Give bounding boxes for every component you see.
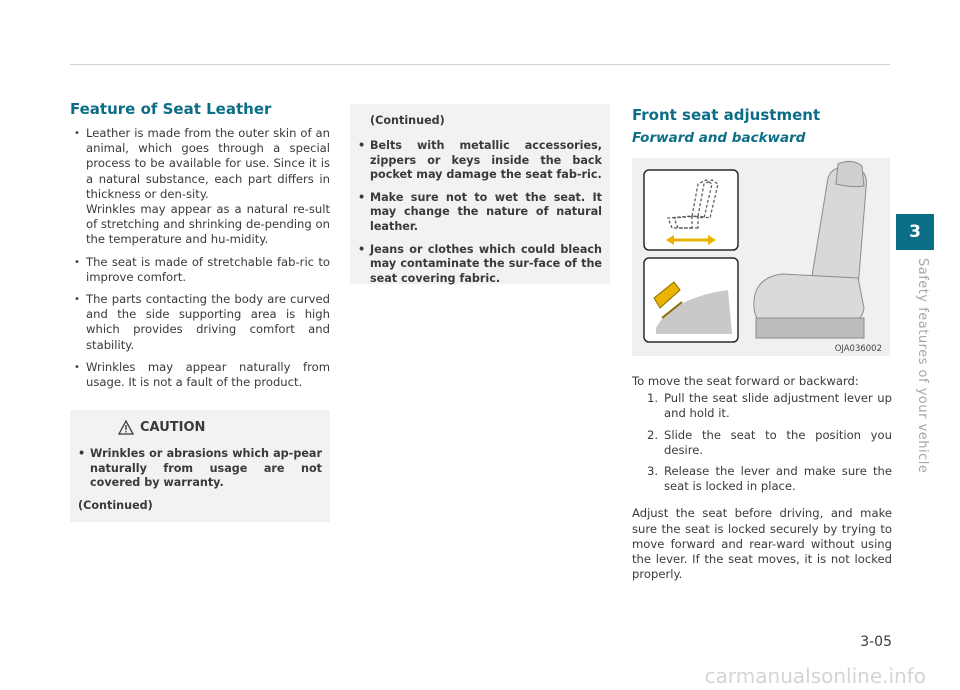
caution-item: • Make sure not to wet the seat. It may change the nature of natural leather. xyxy=(358,191,602,235)
seat-drawing xyxy=(632,158,890,356)
caution-heading: CAUTION xyxy=(118,420,322,435)
caution-item: • Jeans or clothes which could bleach may contaminate the sur-face of the seat covering fabric. xyxy=(358,243,602,287)
page-number: 3-05 xyxy=(860,634,892,650)
watermark: carmanualsonline.info xyxy=(704,664,926,688)
section-title-seat: Front seat adjustment xyxy=(632,106,821,124)
caution-list xyxy=(358,139,602,286)
steps-list xyxy=(632,391,892,494)
section-title-leather: Feature of Seat Leather xyxy=(70,100,272,118)
leather-bullets xyxy=(70,126,330,390)
leather-bullet: • The parts contacting the body are curved and the side supporting area is high which provides driving comfort and stability. xyxy=(70,292,330,353)
seat-illustration xyxy=(632,158,890,356)
seat-adjustment-section xyxy=(632,106,892,582)
intro-text: To move the seat forward or backward: xyxy=(632,374,859,388)
outro-text: Adjust the seat before driving, and make sure the seat is locked securely by trying to move forward and rear-ward without using the lever. If the seat moves, it is not locked properly. xyxy=(632,506,892,582)
header-rule xyxy=(70,64,890,65)
chapter-number-tab: 3 xyxy=(896,214,934,250)
step-item: 1. Pull the seat slide adjustment lever up and hold it. xyxy=(646,391,892,421)
caution-item: • Belts with metallic accessories, zippers or keys inside the back pocket may damage the seat fab-ric. xyxy=(358,139,602,183)
caution-item: • Wrinkles or abrasions which ap-pear naturally from usage are not covered by warranty. xyxy=(78,447,322,491)
leather-section xyxy=(70,100,330,522)
caution-continued-box xyxy=(350,104,610,284)
warning-triangle-icon xyxy=(118,420,134,435)
leather-bullet: • Leather is made from the outer skin of an animal, which goes through a special process to be available for use. Since it is a natural substance, each part differs in thickness or den-sity. Wrinkles may appear as a natural re-sult of stretching and shrinking de-pending on the temperature and hu-midity. xyxy=(70,126,330,248)
continued-label: (Continued) xyxy=(78,499,153,513)
leather-bullet: • Wrinkles may appear naturally from usage. It is not a fault of the product. xyxy=(70,360,330,390)
step-item: 3. Release the lever and make sure the seat is locked in place. xyxy=(646,464,892,494)
caution-continued-section xyxy=(350,104,610,284)
continued-label: (Continued) xyxy=(370,114,445,127)
step-item: 2. Slide the seat to the position you desire. xyxy=(646,427,892,457)
caution-box xyxy=(70,410,330,522)
caution-list xyxy=(78,447,322,491)
leather-bullet: • The seat is made of stretchable fab-ric to improve comfort. xyxy=(70,255,330,285)
chapter-title: Safety features of your vehicle xyxy=(915,258,930,474)
subsection-title: Forward and backward xyxy=(632,130,806,146)
figure-code: OJA036002 xyxy=(834,344,882,354)
